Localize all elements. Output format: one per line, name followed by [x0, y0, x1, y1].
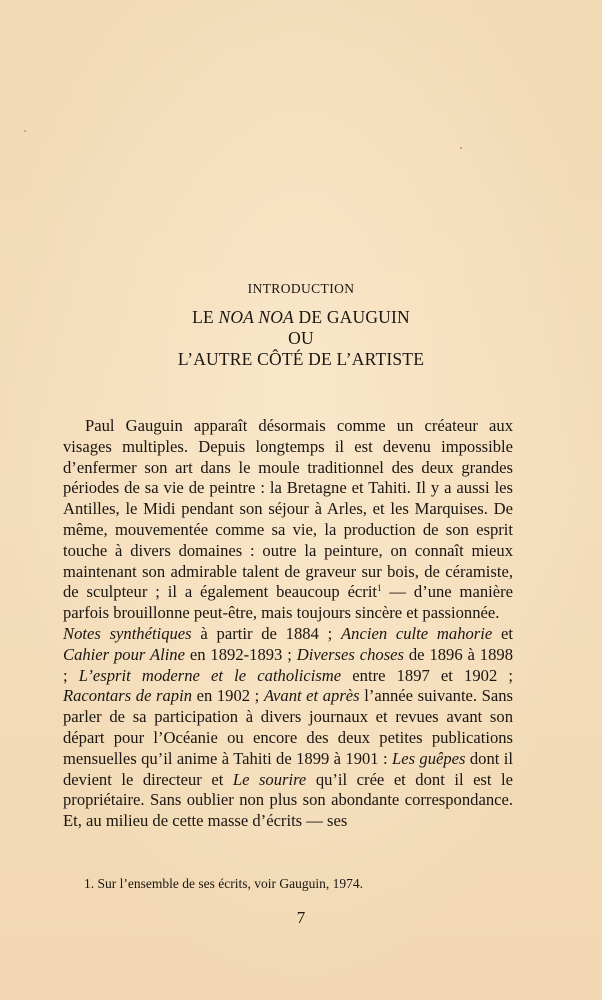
paragraph-2-text: dont il devient le directeur et [63, 748, 513, 789]
work-title: Diverses choses [296, 644, 404, 664]
chapter-kicker: INTRODUCTION [247, 281, 355, 296]
paragraph-1-text-end: — d’une manière parfois brouillonne peut-être, mais toujours sincère et passionnée. [63, 582, 513, 623]
paragraph-2-text: et [492, 623, 513, 643]
body-text [63, 416, 513, 832]
footnote-ref: 1 [377, 583, 382, 594]
title-suffix: DE GAUGUIN [293, 307, 410, 327]
paragraph-2-text: de 1896 à 1898 ; [63, 644, 513, 685]
work-title: Notes synthétiques [63, 623, 192, 643]
chapter-heading [0, 280, 602, 370]
title-prefix: LE [192, 307, 219, 327]
paragraph-2-text: à partir de 1884 ; [191, 623, 342, 643]
work-title: Ancien culte mahorie [341, 623, 493, 643]
footnote: 1. Sur l’ensemble de ses écrits, voir Gauguin, 1974. [84, 876, 363, 891]
paragraph-1 [63, 416, 513, 624]
title-italic: NOA NOA [218, 307, 294, 327]
paragraph-2-text: entre 1897 et 1902 ; [341, 665, 513, 685]
work-title: Cahier pour Aline [63, 644, 185, 664]
paragraph-1-text: Paul Gauguin apparaît désormais comme un créateur aux visages multiples. Depuis longtemps il est devenu impossible d’enfermer son art dans le moule traditionnel des deux grandes périodes de sa vie de peintre : la Bretagne et Tahiti. Il y a aussi les Antilles, le Midi pendant son séjour à Arles, et les Marquises. De même, mouvementée comme sa vie, la production de son esprit touche à divers domaines : outre la peinture, on connaît mieux maintenant son admirable talent de graveur sur bois, de céramiste, de sculpteur ; il a également beaucoup écrit [63, 416, 513, 602]
paragraph-2 [63, 624, 513, 832]
work-title: Racontars de rapin [63, 686, 193, 706]
chapter-title [0, 307, 602, 328]
paragraph-2-text: qu’il crée et dont il est le propriétaire. Sans oublier non plus son abondante correspondance. Et, au milieu de cette masse d’écrits — ses [63, 769, 514, 831]
work-title: Avant et après [263, 686, 360, 706]
work-title: Le sourire [232, 769, 307, 789]
work-title: L’esprit moderne et le catholicisme [78, 665, 342, 685]
paper-speck [24, 130, 26, 132]
paragraph-2-text: l’année suivante. Sans parler de sa participation à divers journaux et revues avant son départ pour l’Océanie ou encore des deux petites publications mensuelles qu’il anime à Tahiti de 1899 à 1901 : [63, 686, 513, 768]
paper-speck [460, 147, 462, 149]
chapter-title-ou: OU [288, 328, 314, 348]
paragraph-2-text: en 1892-1893 ; [184, 644, 297, 664]
chapter-subtitle: L’AUTRE CÔTÉ DE L’ARTISTE [177, 349, 425, 369]
page-number: 7 [296, 908, 306, 927]
paragraph-2-text: en 1902 ; [192, 686, 264, 706]
work-title: Les guêpes [391, 748, 466, 768]
